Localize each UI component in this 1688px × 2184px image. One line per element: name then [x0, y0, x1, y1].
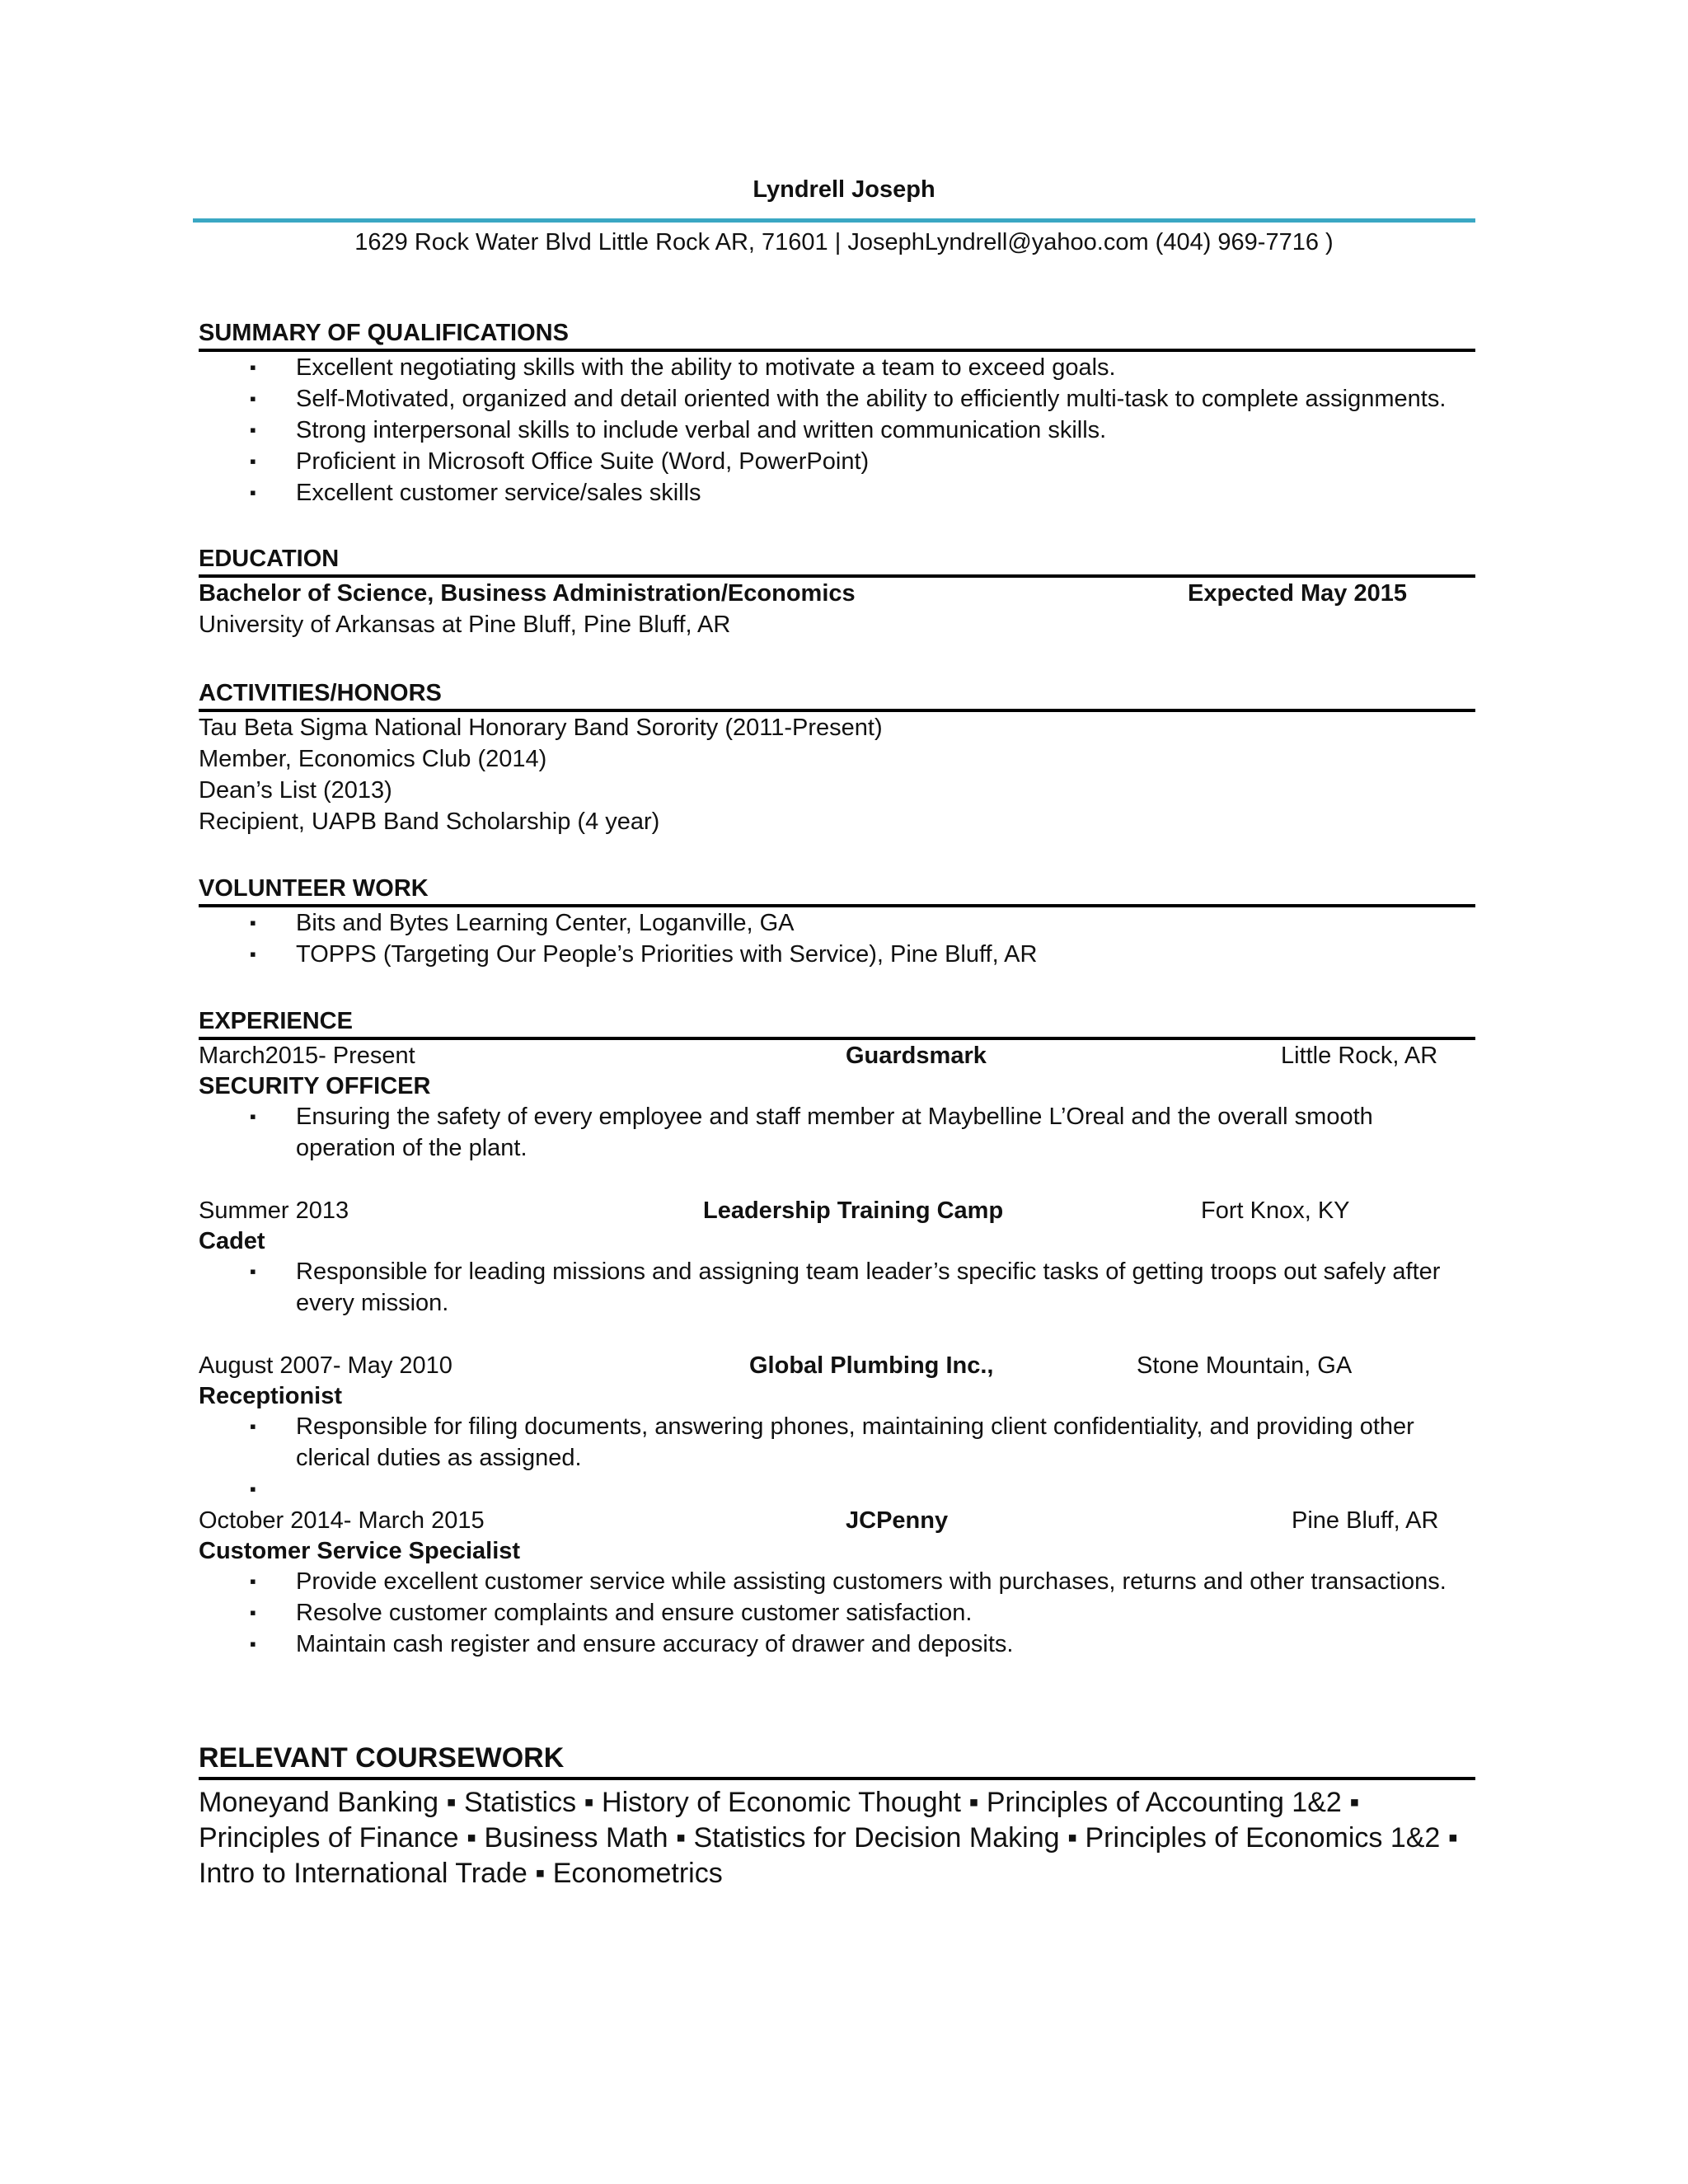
job-bullets	[199, 1256, 1475, 1319]
graduation-date: Expected May 2015	[1188, 580, 1407, 607]
section-title: EDUCATION	[199, 546, 340, 572]
bullet-icon: ▪	[250, 482, 256, 503]
activities-section	[199, 679, 1475, 837]
bullet-icon: ▪	[250, 1479, 256, 1499]
job-bullets	[199, 1101, 1475, 1164]
job-dates: October 2014- March 2015	[199, 1507, 485, 1534]
summary-list	[199, 352, 1475, 509]
coursework-list: Moneyand Banking ▪ Statistics ▪ History of Economic Thought ▪ Principles of Accounting 1&2 ▪ Principles of Finance ▪ Business Math ▪ Statistics for Decision Making ▪ Principles of Economics 1&2 ▪ Intro to International Trade ▪ Econometrics	[199, 1787, 1458, 1889]
job-location: Little Rock, AR	[1281, 1043, 1438, 1069]
volunteer-section	[199, 874, 1475, 970]
bullet-icon: ▪	[250, 419, 256, 440]
bullet-icon: ▪	[250, 944, 256, 964]
degree-row	[199, 578, 1475, 609]
bullet-icon: ▪	[250, 357, 256, 377]
school: University of Arkansas at Pine Bluff, Pine Bluff, AR	[199, 612, 731, 638]
section-title: SUMMARY OF QUALIFICATIONS	[199, 320, 569, 346]
job-position: Cadet	[199, 1228, 265, 1254]
bullet-icon: ▪	[250, 912, 256, 933]
job-position: Customer Service Specialist	[199, 1538, 521, 1564]
bullet-icon: ▪	[250, 1106, 256, 1127]
bullet-icon: ▪	[250, 451, 256, 471]
bullet-icon: ▪	[250, 388, 256, 409]
bullet-icon: ▪	[250, 1633, 256, 1654]
list-item: ▪ TOPPS (Targeting Our People’s Priorities with Service), Pine Bluff, AR	[199, 939, 1475, 970]
list-item: Member, Economics Club (2014)	[199, 746, 547, 772]
bullet-icon: ▪	[250, 1602, 256, 1623]
job-employer: Global Plumbing Inc.,	[749, 1352, 994, 1379]
list-item: ▪ Maintain cash register and ensure accuracy of drawer and deposits.	[199, 1629, 1475, 1660]
job-header	[199, 1505, 1475, 1536]
education-section	[199, 545, 1475, 640]
list-item: ▪ Provide excellent customer service while assisting customers with purchases, returns and other transactions.	[199, 1566, 1475, 1597]
job-bullets	[199, 1411, 1475, 1505]
list-item: ▪ Self-Motivated, organized and detail oriented with the ability to efficiently multi-task to complete assignments.	[199, 383, 1475, 415]
job-dates: Summer 2013	[199, 1197, 349, 1224]
list-item: Recipient, UAPB Band Scholarship (4 year)	[199, 808, 660, 835]
volunteer-list	[199, 907, 1475, 970]
list-item: ▪ Proficient in Microsoft Office Suite (Word, PowerPoint)	[199, 446, 1475, 477]
job-location: Pine Bluff, AR	[1292, 1507, 1439, 1534]
bullet-icon: ▪	[250, 1571, 256, 1591]
list-item: Dean’s List (2013)	[199, 777, 392, 804]
contact-line: 1629 Rock Water Blvd Little Rock AR, 71601 | JosephLyndrell@yahoo.com (404) 969-7716 )	[354, 229, 1334, 255]
degree: Bachelor of Science, Business Administration/Economics	[199, 580, 856, 607]
list-item: ▪ Responsible for filing documents, answering phones, maintaining client confidentiality, and providing other clerical duties as assigned.	[199, 1411, 1475, 1474]
bullet-icon: ▪	[250, 1416, 256, 1436]
job-header	[199, 1195, 1475, 1226]
list-item: ▪ Resolve customer complaints and ensure customer satisfaction.	[199, 1597, 1475, 1629]
list-item: ▪ Excellent negotiating skills with the ability to motivate a team to exceed goals.	[199, 352, 1475, 383]
job-location: Stone Mountain, GA	[1137, 1352, 1353, 1379]
list-item: ▪ Excellent customer service/sales skills	[199, 477, 1475, 509]
job-employer: Leadership Training Camp	[703, 1197, 1004, 1224]
section-title: ACTIVITIES/HONORS	[199, 680, 442, 706]
job-position: Receptionist	[199, 1383, 343, 1409]
job-bullets	[199, 1566, 1475, 1660]
section-title: VOLUNTEER WORK	[199, 875, 429, 902]
section-title: EXPERIENCE	[199, 1008, 353, 1034]
job-location: Fort Knox, KY	[1201, 1197, 1350, 1224]
list-item: ▪ Bits and Bytes Learning Center, Loganville, GA	[199, 907, 1475, 939]
section-rule	[199, 1777, 1475, 1780]
job-employer: Guardsmark	[846, 1043, 987, 1069]
job-position: SECURITY OFFICER	[199, 1073, 431, 1099]
experience-section	[199, 1007, 1475, 1660]
list-item: Tau Beta Sigma National Honorary Band Sorority (2011-Present)	[199, 715, 883, 741]
candidate-name: Lyndrell Joseph	[753, 176, 935, 203]
job-dates: March2015- Present	[199, 1043, 415, 1069]
bullet-icon: ▪	[250, 1261, 256, 1282]
name-accent-rule	[193, 218, 1475, 223]
job-header	[199, 1040, 1475, 1071]
job-employer: JCPenny	[846, 1507, 949, 1534]
section-title: RELEVANT COURSEWORK	[199, 1742, 565, 1774]
job-header	[199, 1350, 1475, 1381]
job-dates: August 2007- May 2010	[199, 1352, 452, 1379]
list-item: ▪ Ensuring the safety of every employee and staff member at Maybelline L’Oreal and the overall smooth operation of the plant.	[199, 1101, 1475, 1164]
list-item: ▪ Responsible for leading missions and assigning team leader’s specific tasks of getting troops out safely after every mission.	[199, 1256, 1475, 1319]
coursework-section	[199, 1741, 1475, 1891]
list-item	[199, 1474, 1475, 1505]
list-item: ▪ Strong interpersonal skills to include verbal and written communication skills.	[199, 415, 1475, 446]
summary-section	[199, 319, 1475, 509]
